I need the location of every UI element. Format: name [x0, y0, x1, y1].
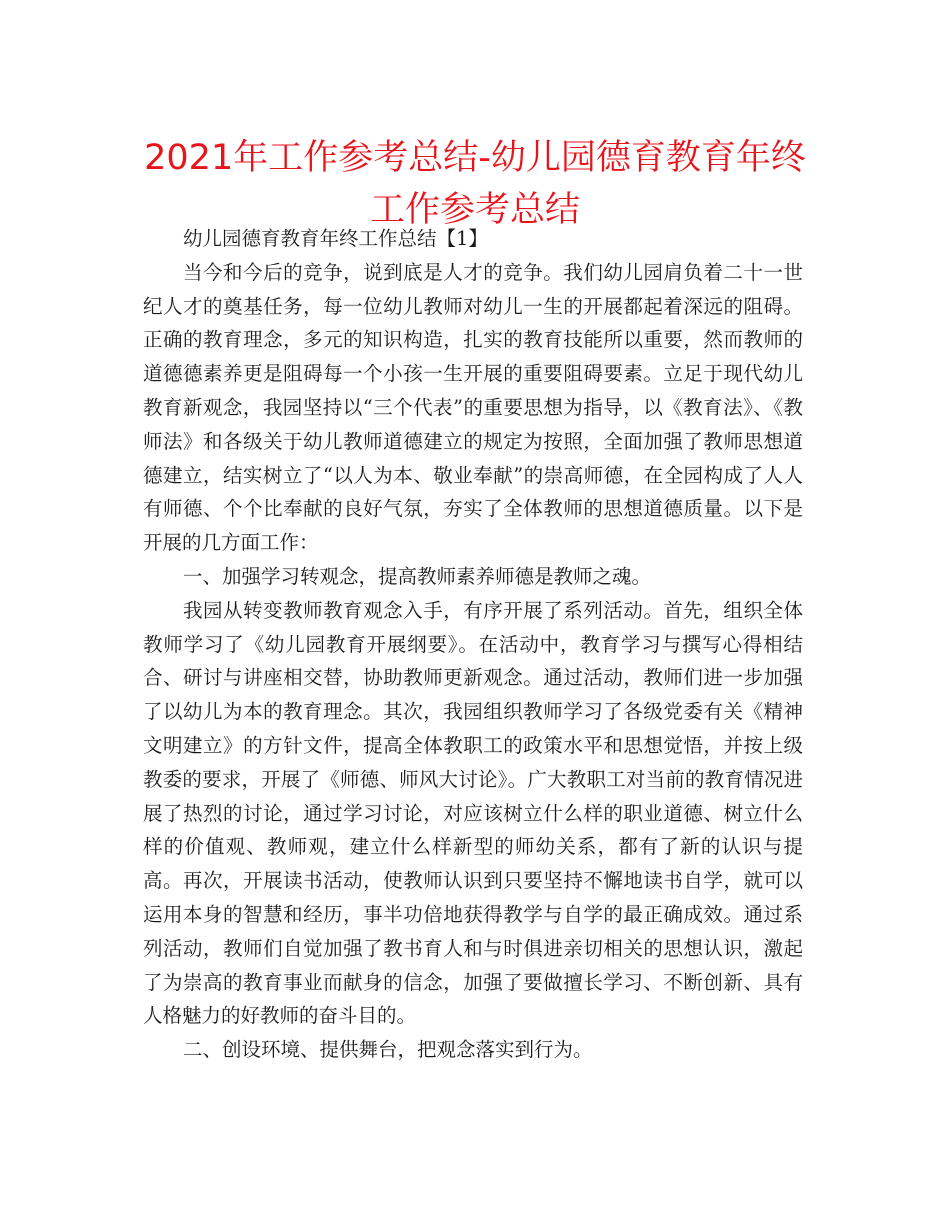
- document-title: 2021年工作参考总结-幼儿园德育教育年终工作参考总结: [144, 138, 806, 230]
- paragraph-first-item: 我园从转变教师教育观念入手，有序开展了系列活动。首先，组织全体教师学习了《幼儿园教育开展纲要》。在活动中，教育学习与撰写心得相结合、研讨与讲座相交替，协助教师更新观念。通过活动，教师们进一步加强了以幼儿为本的教育理念。其次，我园组织教师学习了各级党委有关《精神文明建立》的方针文件，提高全体教职工的政策水平和思想觉悟，并按上级教委的要求，开展了《师德、师风大讨论》。广大教职工对当前的教育情况进展了热烈的讨论，通过学习讨论，对应该树立什么样的职业道德、树立什么样的价值观、教师观，建立什么样新型的师幼关系，都有了新的认识与提高。再次，开展读书活动，使教师认识到只要坚持不懈地读书自学，就可以运用本身的智慧和经历，事半功倍地获得教学与自学的最正确成效。通过系列活动，教师们自觉加强了教书育人和与时俱进亲切相关的思想认识，激起了为崇高的教育事业而献身的信念，加强了要做擅长学习、不断创新、具有人格魅力的好教师的奋斗目的。: [143, 598, 803, 1028]
- document-body: [143, 222, 803, 1067]
- section-heading-second-item: 二、创设环境、提供舞台，把观念落实到行为。: [183, 1038, 593, 1062]
- section-heading-1: 幼儿园德育教育年终工作总结【1】: [183, 227, 488, 250]
- paragraph-intro: 当今和今后的竞争，说到底是人才的竞争。我们幼儿园肩负着二十一世纪人才的奠基任务，每一位幼儿教师对幼儿一生的开展都起着深远的阻碍。正确的教育理念，多元的知识构造，扎实的教育技能所以重要，然而教师的道德德素养更是阻碍每一个小孩一生开展的重要阻碍要素。立足于现代幼儿教育新观念，我园坚持以“三个代表”的重要思想为指导，以《教育法》、《教师法》和各级关于幼儿教师道德建立的规定为按照，全面加强了教师思想道德建立，结实树立了“以人为本、敬业奉献”的崇高师德，在全园构成了人人有师德、个个比奉献的良好气氛，夯实了全体教师的思想道德质量。以下是开展的几方面工作：: [143, 260, 803, 555]
- section-heading-first-item: 一、加强学习转观念，提高教师素养师德是教师之魂。: [183, 564, 652, 588]
